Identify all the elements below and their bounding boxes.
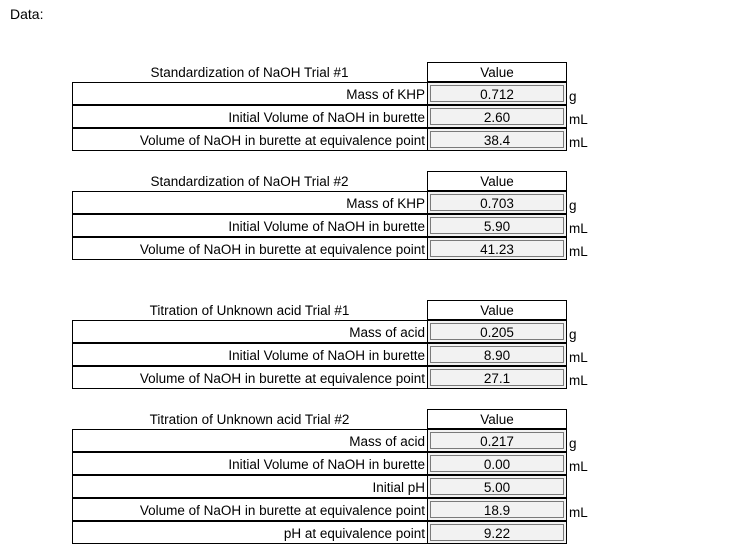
section-title: Titration of Unknown acid Trial #2 <box>149 412 350 427</box>
table-row <box>72 214 612 237</box>
unit-label: g <box>569 327 577 342</box>
row-label: Initial Volume of NaOH in burette <box>72 105 427 128</box>
table-row <box>72 128 612 151</box>
section-title: Titration of Unknown acid Trial #1 <box>149 303 350 318</box>
value-field[interactable]: 5.90 <box>430 217 564 234</box>
unit-label: mL <box>569 373 588 388</box>
unit-label: mL <box>569 135 588 150</box>
value-cell[interactable] <box>427 475 567 498</box>
value-cell[interactable] <box>427 366 567 389</box>
row-label: Mass of KHP <box>72 82 427 105</box>
row-label: Volume of NaOH in burette at equivalence point <box>72 498 427 521</box>
value-field[interactable]: 5.00 <box>430 478 564 495</box>
row-label: Initial Volume of NaOH in burette <box>72 343 427 366</box>
value-column-header: Value <box>427 409 567 429</box>
row-label: Mass of acid <box>72 320 427 343</box>
value-field[interactable]: 0.712 <box>430 85 564 102</box>
value-cell[interactable] <box>427 498 567 521</box>
value-cell[interactable] <box>427 320 567 343</box>
value-column-header: Value <box>427 62 567 82</box>
row-label: Initial Volume of NaOH in burette <box>72 452 427 475</box>
data-heading: Data: <box>10 6 44 22</box>
table-row <box>72 498 612 521</box>
unit-label: mL <box>569 112 588 127</box>
row-label: pH at equivalence point <box>72 521 427 544</box>
value-cell[interactable] <box>427 237 567 260</box>
value-cell[interactable] <box>427 191 567 214</box>
table-row <box>72 343 612 366</box>
value-cell[interactable] <box>427 429 567 452</box>
value-cell[interactable] <box>427 343 567 366</box>
value-cell[interactable] <box>427 214 567 237</box>
section-title: Standardization of NaOH Trial #1 <box>150 65 349 80</box>
table-row <box>72 191 612 214</box>
value-cell[interactable] <box>427 105 567 128</box>
unit-label: g <box>569 436 577 451</box>
value-cell[interactable] <box>427 452 567 475</box>
row-label: Volume of NaOH in burette at equivalence point <box>72 128 427 151</box>
row-label: Volume of NaOH in burette at equivalence point <box>72 366 427 389</box>
table-row <box>72 237 612 260</box>
unit-label: mL <box>569 244 588 259</box>
unit-label: mL <box>569 221 588 236</box>
table-row <box>72 429 612 452</box>
table-row <box>72 105 612 128</box>
unit-label: mL <box>569 505 588 520</box>
value-field[interactable]: 9.22 <box>430 524 564 541</box>
value-field[interactable]: 0.205 <box>430 323 564 340</box>
unit-label: g <box>569 198 577 213</box>
value-field[interactable]: 2.60 <box>430 108 564 125</box>
value-field[interactable]: 0.217 <box>430 432 564 449</box>
table-row <box>72 320 612 343</box>
row-label: Initial pH <box>72 475 427 498</box>
value-column-header: Value <box>427 171 567 191</box>
unit-label: g <box>569 89 577 104</box>
value-field[interactable]: 8.90 <box>430 346 564 363</box>
row-label: Mass of KHP <box>72 191 427 214</box>
table-row <box>72 82 612 105</box>
value-column-header: Value <box>427 300 567 320</box>
value-field[interactable]: 38.4 <box>430 131 564 148</box>
value-field[interactable]: 27.1 <box>430 369 564 386</box>
row-label: Mass of acid <box>72 429 427 452</box>
table-row <box>72 452 612 475</box>
value-field[interactable]: 41.23 <box>430 240 564 257</box>
row-label: Initial Volume of NaOH in burette <box>72 214 427 237</box>
value-cell[interactable] <box>427 521 567 544</box>
value-field[interactable]: 18.9 <box>430 501 564 518</box>
unit-label: mL <box>569 350 588 365</box>
table-row <box>72 366 612 389</box>
table-row <box>72 521 612 544</box>
unit-label: mL <box>569 459 588 474</box>
row-label: Volume of NaOH in burette at equivalence point <box>72 237 427 260</box>
table-row <box>72 475 612 498</box>
section-title: Standardization of NaOH Trial #2 <box>150 174 349 189</box>
value-field[interactable]: 0.00 <box>430 455 564 472</box>
value-field[interactable]: 0.703 <box>430 194 564 211</box>
value-cell[interactable] <box>427 128 567 151</box>
value-cell[interactable] <box>427 82 567 105</box>
